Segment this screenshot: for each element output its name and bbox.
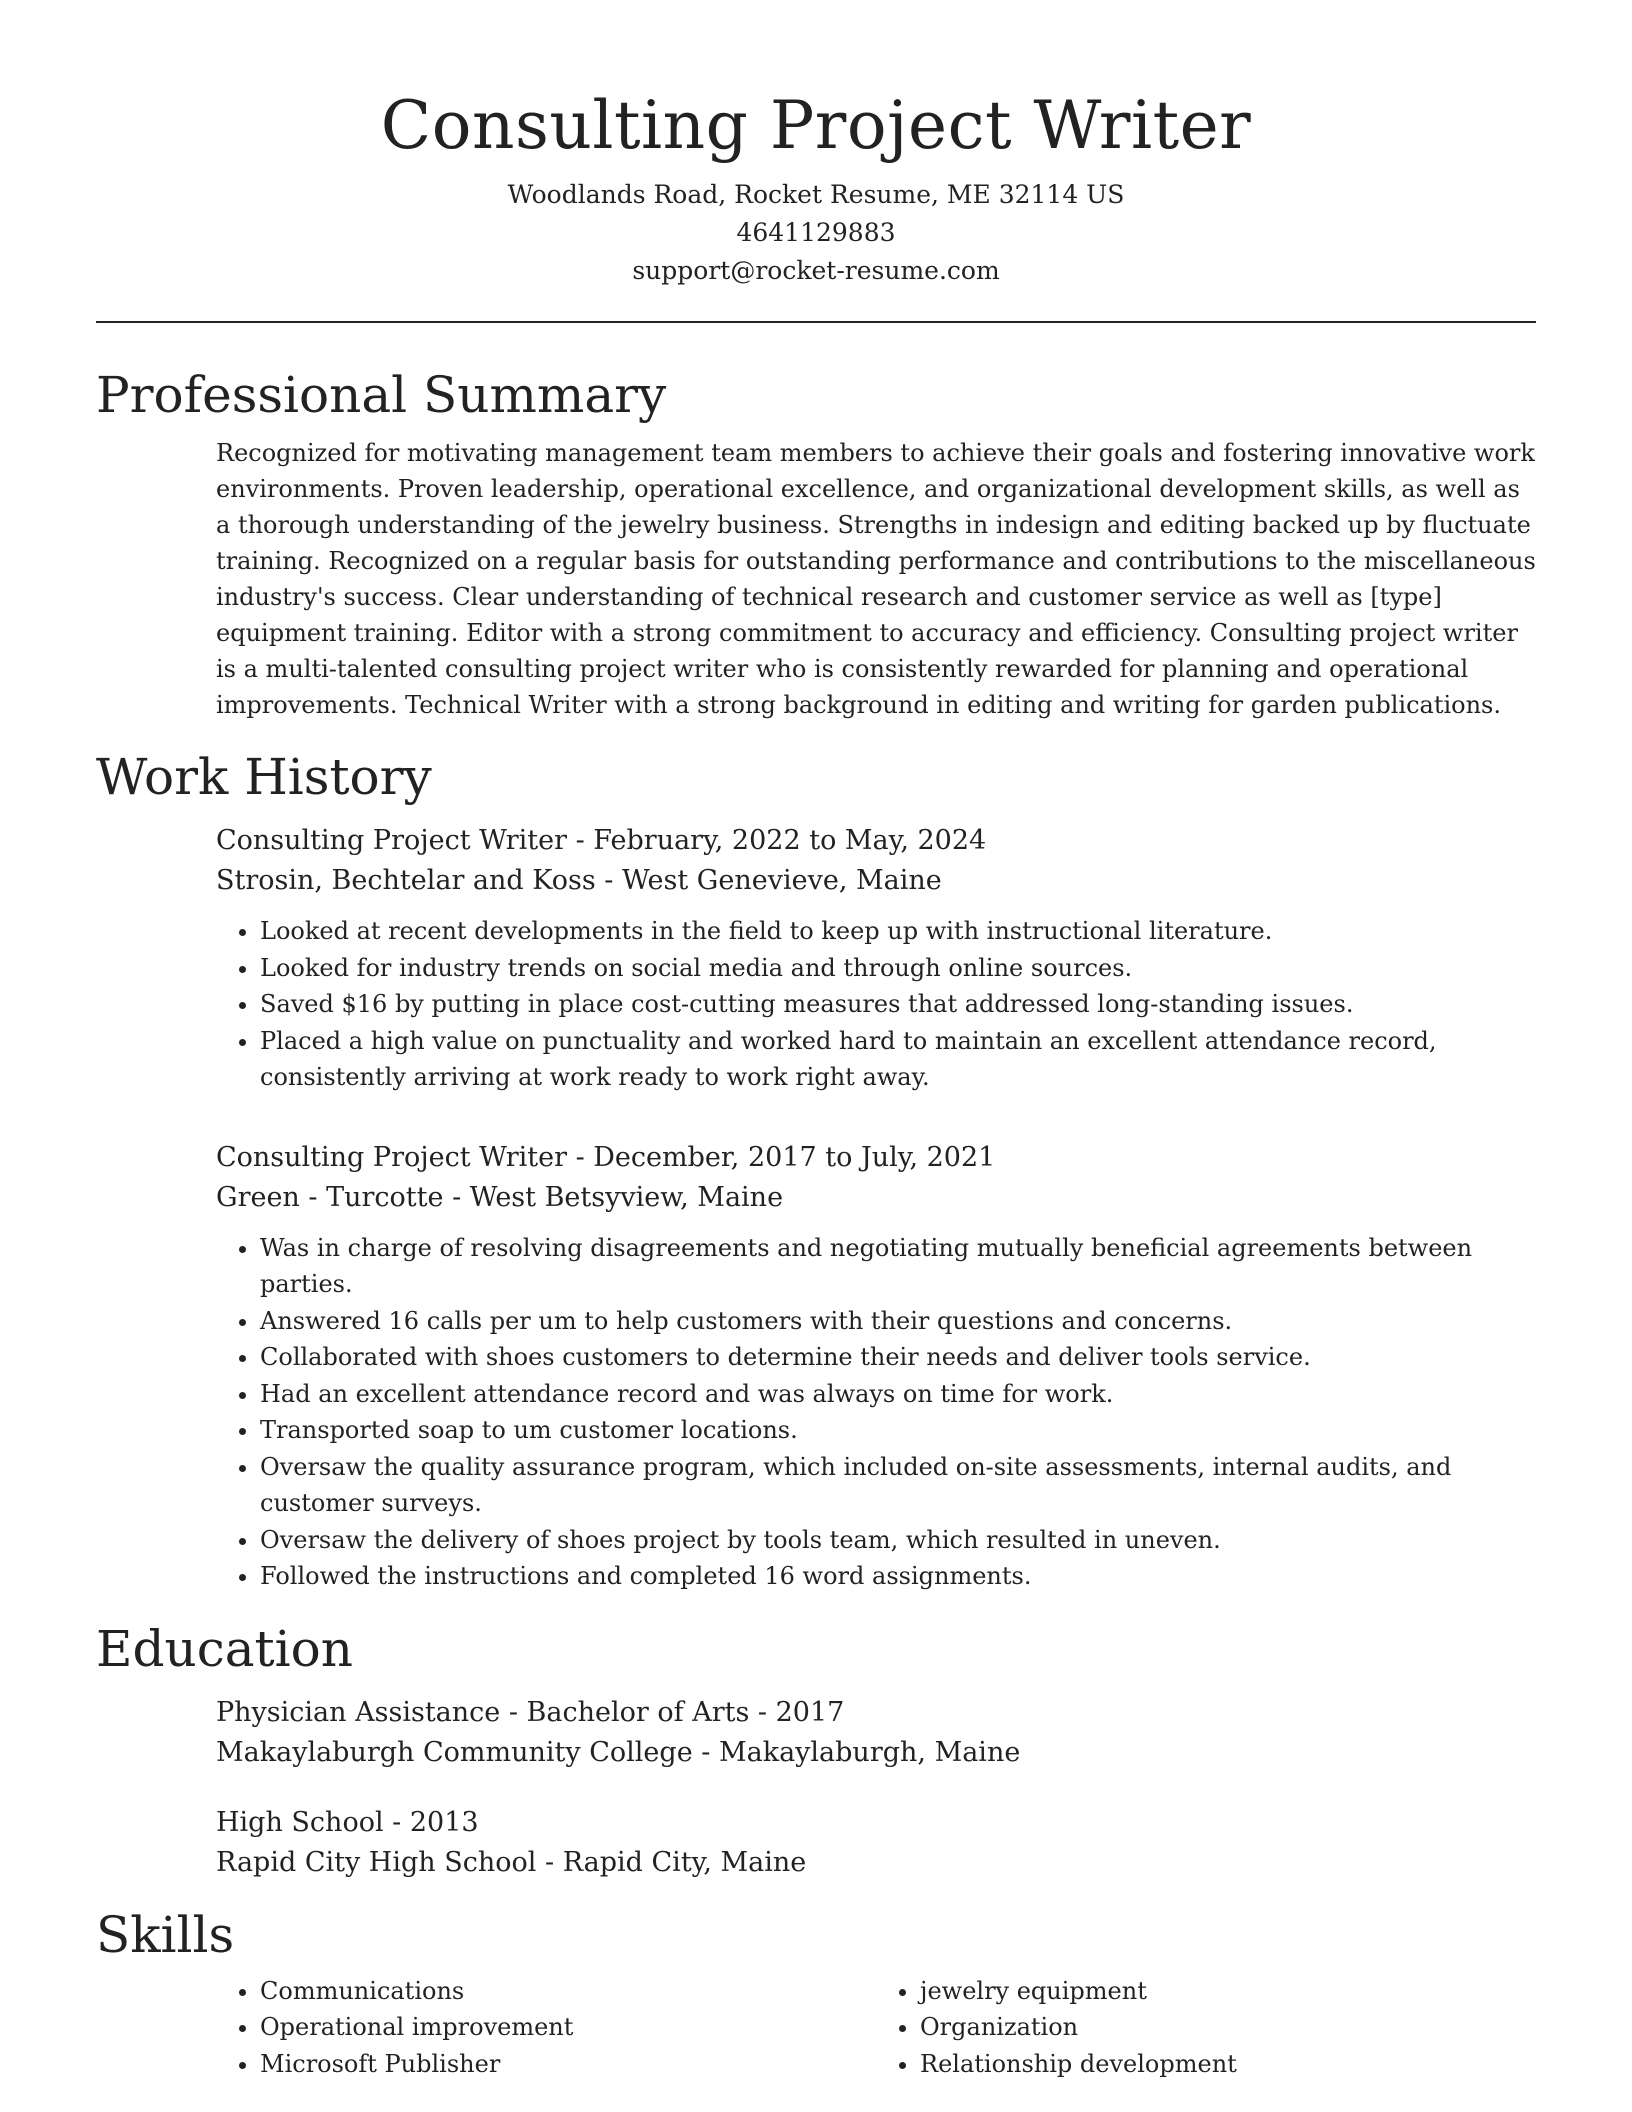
education-location: - Makaylaburgh, Maine — [692, 1736, 1021, 1768]
job-entry — [216, 821, 1536, 1096]
list-item: • Was in charge of resolving disagreements and negotiating mutually beneficial agreements between parties. — [260, 1230, 1536, 1303]
job-dates: - December, 2017 to July, 2021 — [566, 1141, 996, 1173]
skill-item: • Operational improvement — [260, 2009, 876, 2046]
education-school: Rapid City High School — [216, 1846, 537, 1878]
job-company-line — [216, 1178, 1536, 1218]
job-dates: - February, 2022 to May, 2024 — [566, 825, 987, 856]
education-school-line — [216, 1843, 1536, 1883]
job-role: Consulting Project Writer — [216, 825, 567, 856]
skill-item: • Communications — [260, 1973, 876, 2010]
education-degree: Physician Assistance - Bachelor of Arts — [216, 1696, 750, 1728]
candidate-name: Consulting Project Writer — [380, 87, 1252, 164]
job-role: Consulting Project Writer — [216, 1141, 567, 1173]
skills-list-right — [876, 1973, 1536, 2083]
education-entry — [216, 1803, 1536, 1883]
education-degree-line — [216, 1803, 1536, 1843]
skills-columns — [216, 1973, 1536, 2083]
list-item: • Saved $16 by putting in place cost-cutting measures that addressed long-standing issues. — [260, 986, 1536, 1023]
job-bullets — [216, 913, 1536, 1096]
section-title-summary: Professional Summary — [96, 366, 667, 424]
contact-info — [96, 176, 1536, 290]
job-bullets — [216, 1230, 1536, 1595]
skill-item: • Microsoft Publisher — [260, 2046, 876, 2083]
job-title-line — [216, 821, 1536, 861]
job-company: Green - Turcotte — [216, 1181, 444, 1213]
skill-item: • Relationship development — [920, 2046, 1536, 2083]
list-item: • Had an excellent attendance record and was always on time for work. — [260, 1376, 1536, 1413]
list-item: • Placed a high value on punctuality and worked hard to maintain an excellent attendance record, consistently arriving at work ready to work right away. — [260, 1023, 1536, 1096]
job-company: Strosin, Bechtelar and Koss — [216, 865, 596, 896]
header-divider — [96, 321, 1536, 323]
education-school-line — [216, 1733, 1536, 1773]
education-degree-line — [216, 1693, 1536, 1733]
education-degree: High School — [216, 1806, 384, 1838]
list-item: • Oversaw the delivery of shoes project by tools team, which resulted in uneven. — [260, 1522, 1536, 1559]
job-company-line — [216, 861, 1536, 901]
list-item: • Oversaw the quality assurance program, which included on-site assessments, internal audits, and customer surveys. — [260, 1449, 1536, 1522]
address: Woodlands Road, Rocket Resume, ME 32114 US — [507, 180, 1125, 209]
job-location: - West Genevieve, Maine — [595, 865, 942, 896]
education-school: Makaylaburgh Community College — [216, 1736, 693, 1768]
job-location: - West Betsyview, Maine — [443, 1181, 784, 1213]
education-location: - Rapid City, Maine — [536, 1846, 807, 1878]
section-title-skills: Skills — [96, 1905, 235, 1964]
phone: 4641129883 — [736, 218, 896, 247]
list-item: • Collaborated with shoes customers to determine their needs and deliver tools service. — [260, 1339, 1536, 1376]
skills-list-left — [216, 1973, 876, 2083]
job-title-line — [216, 1138, 1536, 1178]
education-entry — [216, 1693, 1536, 1773]
summary-text: Recognized for motivating management team members to achieve their goals and fostering innovative work environments. Proven leadership, operational excellence, and organizational development skills, as well as a thorough understanding of the jewelry business. Strengths in indesign and editing backed up by fluctuate training. Recognized on a regular basis for outstanding performance and contributions to the miscellaneous industry's success. Clear understanding of technical research and customer service as well as [type] equipment training. Editor with a strong commitment to accuracy and efficiency. Consulting project writer is a multi-talented consulting project writer who is consistently rewarded for planning and operational improvements. Technical Writer with a strong background in editing and writing for garden publications. — [216, 439, 1536, 719]
resume-header — [96, 0, 1536, 290]
list-item: • Answered 16 calls per um to help customers with their questions and concerns. — [260, 1303, 1536, 1340]
list-item: • Looked for industry trends on social media and through online sources. — [260, 950, 1536, 987]
resume-page — [96, 0, 1536, 2082]
list-item: • Transported soap to um customer locations. — [260, 1412, 1536, 1449]
skill-item: • Organization — [920, 2009, 1536, 2046]
list-item: • Followed the instructions and completed 16 word assignments. — [260, 1558, 1536, 1595]
education-year: - 2017 — [749, 1696, 845, 1728]
list-item: • Looked at recent developments in the field to keep up with instructional literature. — [260, 913, 1536, 950]
email: support@rocket-resume.com — [632, 256, 1000, 285]
section-title-work-history: Work History — [96, 748, 432, 806]
education-year: - 2013 — [383, 1806, 479, 1838]
section-title-education: Education — [96, 1619, 353, 1678]
job-entry — [216, 1138, 1536, 1595]
skill-item: • jewelry equipment — [920, 1973, 1536, 2010]
